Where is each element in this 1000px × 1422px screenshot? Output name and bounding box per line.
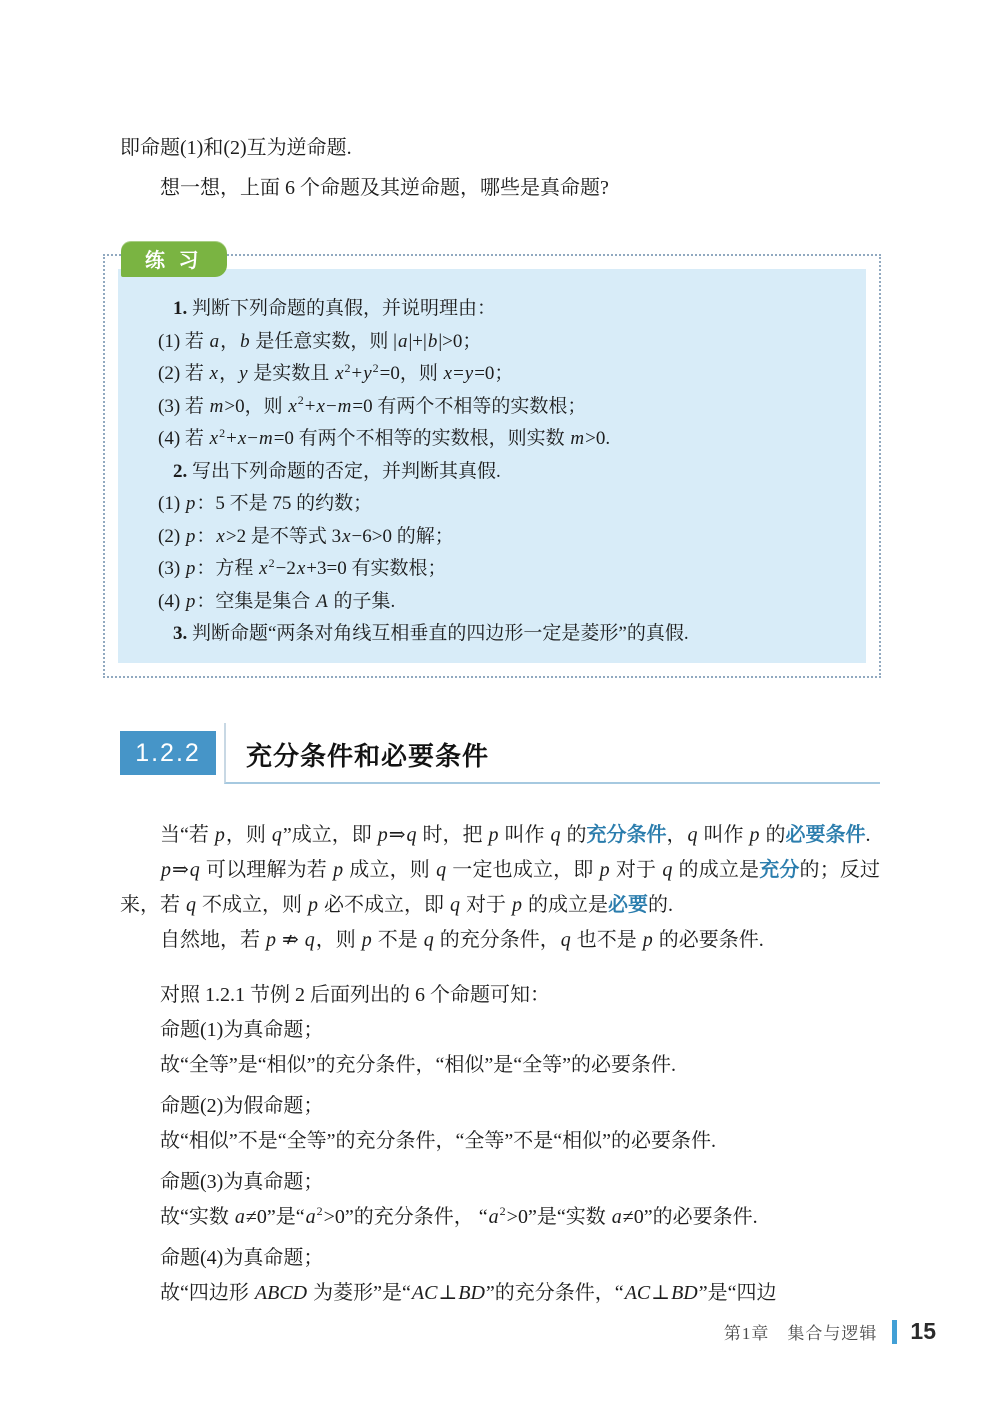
intro-line-1: 即命题(1)和(2)互为逆命题. [120, 137, 352, 159]
body-paragraph-5: 命题(1)为真命题； [160, 1018, 324, 1041]
practice-item-2-4: (4) p：空集是集合 A 的子集. [158, 590, 396, 612]
practice-box-body [118, 269, 866, 663]
practice-item-2-3: (3) p：方程 $x^2-2x+3=0$ 有实数根； [158, 555, 447, 579]
practice-box [103, 250, 881, 678]
intro-line-2: 想一想，上面 6 个命题及其逆命题，哪些是真命题? [160, 177, 609, 199]
footer-chapter-label: 第1章 集合与逻辑 [723, 1324, 878, 1343]
practice-item-3: 3. 判断命题“两条对角线互相垂直的四边形一定是菱形”的真假. [173, 623, 689, 644]
section-header [120, 723, 880, 784]
body-paragraph-1: 当“若 p，则 q”成立，即 p⇒q 时，把 p 叫作 q 的充分条件，q 叫作 p 的必要条件. [160, 823, 871, 846]
body-paragraph-7: 命题(2)为假命题； [160, 1094, 324, 1117]
practice-item-1-1: (1) 若 a，b 是任意实数，则 |a|+|b|>0； [158, 330, 482, 352]
section-title-area [224, 723, 880, 784]
body-text [120, 818, 880, 1311]
footer-divider-bar [892, 1320, 897, 1344]
body-paragraph-8: 故“相似”不是“全等”的充分条件，“全等”不是“相似”的必要条件. [160, 1129, 717, 1152]
body-paragraph-11: 命题(4)为真命题； [160, 1246, 324, 1269]
practice-tab-label: 练 习 [121, 241, 227, 277]
section-title: 充分条件和必要条件 [246, 740, 490, 771]
body-paragraph-10: 故“实数 a≠0”是“$a^2>0$”的充分条件， “$a^2>0$”是“实数 a≠0”的必要条件. [160, 1203, 758, 1228]
footer-page-number: 15 [910, 1318, 936, 1344]
body-paragraph-2: p⇒q 可以理解为若 p 成立，则 q 一定也成立，即 p 对于 q 的成立是充分的；反过来，若 q 不成立，则 p 必不成立，即 q 对于 p 的成立是必要的. [120, 858, 881, 916]
body-paragraph-12: 故“四边形 ABCD 为菱形”是“AC⊥BD”的充分条件，“AC⊥BD”是“四边 [160, 1281, 777, 1304]
practice-item-1: 1. 判断下列命题的真假，并说明理由： [173, 298, 497, 319]
page-footer [724, 1318, 936, 1345]
practice-item-1-3: (3) 若 m>0，则 $x^2+x-m=0$ 有两个不相等的实数根； [158, 393, 587, 417]
intro-block [120, 128, 880, 208]
body-paragraph-3: 自然地，若 p ⇏ q，则 p 不是 q 的充分条件，q 也不是 p 的必要条件. [160, 928, 764, 951]
practice-item-1-2: (2) 若 x，y 是实数且 $x^2+y^2=0$，则 x=y=0； [158, 360, 514, 384]
section-number-badge: 1.2.2 [120, 731, 216, 775]
practice-item-1-4: (4) 若 $x^2+x-m=0$ 有两个不相等的实数根，则实数 m>0. [158, 425, 611, 449]
body-paragraph-6: 故“全等”是“相似”的充分条件，“相似”是“全等”的必要条件. [160, 1053, 677, 1076]
body-paragraph-9: 命题(3)为真命题； [160, 1170, 324, 1193]
practice-item-2-1: (1) p：5 不是 75 的约数； [158, 493, 373, 514]
body-paragraph-4: 对照 1.2.1 节例 2 后面列出的 6 个命题可知： [160, 983, 550, 1006]
practice-item-2-2: (2) p：x>2 是不等式 3x−6>0 的解； [158, 525, 454, 547]
practice-item-2: 2. 写出下列命题的否定，并判断其真假. [173, 460, 501, 482]
